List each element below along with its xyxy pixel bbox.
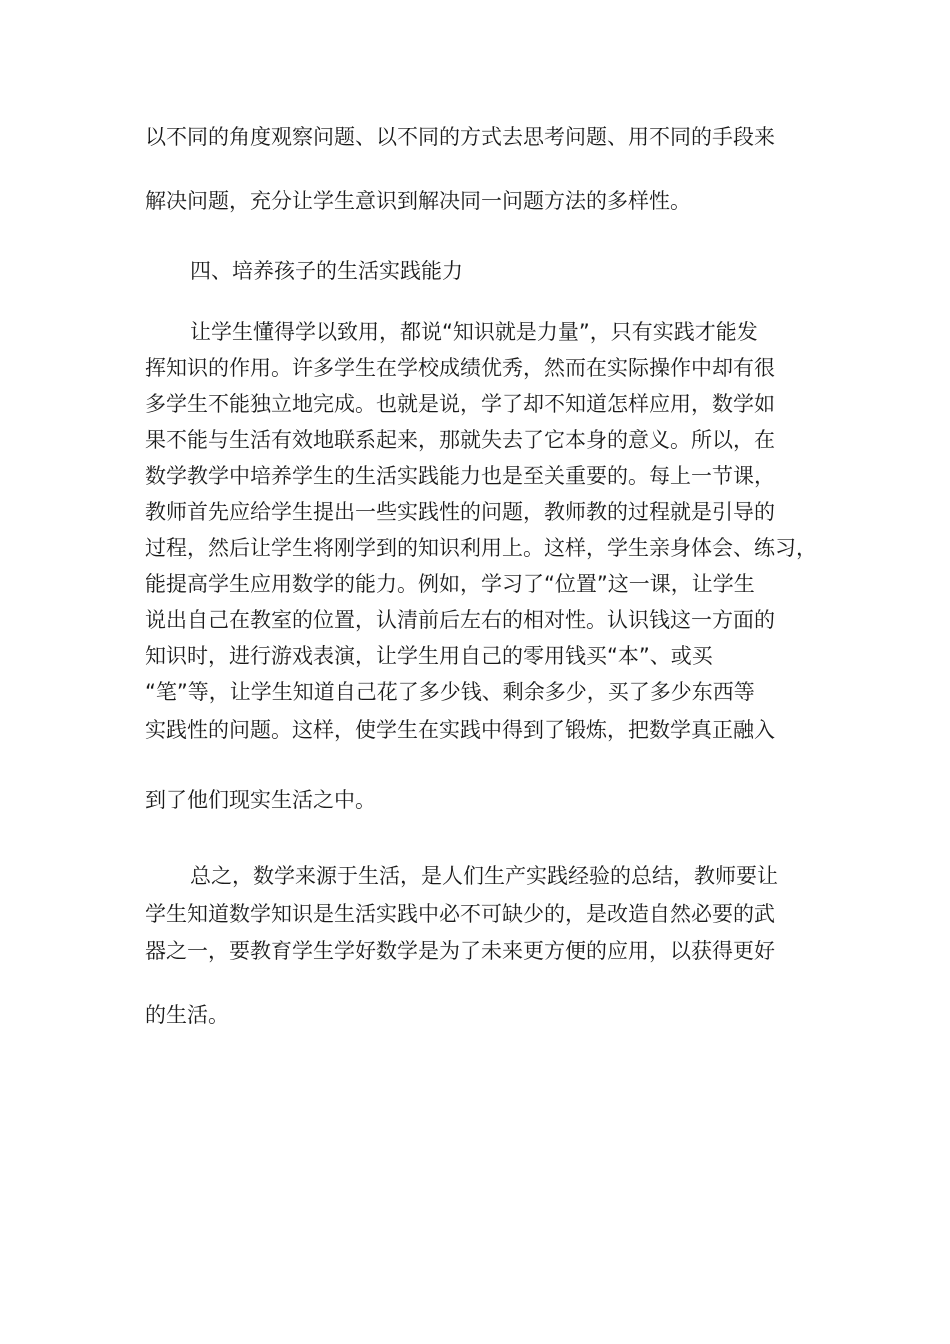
text-line-7: 果不能与生活有效地联系起来，那就失去了它本身的意义。所以，在 — [145, 428, 775, 452]
text-line-16: 到了他们现实生活之中。 — [145, 788, 376, 812]
text-line-12: 说出自己在教室的位置，认清前后左右的相对性。认识钱这一方面的 — [145, 608, 775, 632]
text-line-17: 总之，数学来源于生活，是人们生产实践经验的总结，教师要让 — [190, 864, 778, 888]
text-line-6: 多学生不能独立地完成。也就是说，学了却不知道怎样应用，数学如 — [145, 392, 775, 416]
text-line-1: 以不同的角度观察问题、以不同的方式去思考问题、用不同的手段来 — [145, 125, 775, 149]
text-line-20: 的生活。 — [145, 1003, 229, 1027]
text-line-2: 解决问题，充分让学生意识到解决同一问题方法的多样性。 — [145, 189, 691, 213]
text-line-18: 学生知道数学知识是生活实践中必不可缺少的，是改造自然必要的武 — [145, 902, 775, 926]
text-line-9: 教师首先应给学生提出一些实践性的问题，教师教的过程就是引导的 — [145, 500, 775, 524]
section-heading: 四、培养孩子的生活实践能力 — [190, 259, 463, 283]
text-line-19: 器之一，要教育学生学好数学是为了未来更方便的应用，以获得更好 — [145, 939, 775, 963]
text-line-14: “笔”等，让学生知道自己花了多少钱、剩余多少，买了多少东西等 — [145, 680, 755, 704]
text-line-10: 过程，然后让学生将刚学到的知识利用上。这样，学生亲身体会、练习， — [145, 536, 817, 560]
text-line-8: 数学教学中培养学生的生活实践能力也是至关重要的。每上一节课， — [145, 464, 775, 488]
text-line-11: 能提高学生应用数学的能力。例如，学习了“位置”这一课，让学生 — [145, 572, 755, 596]
text-line-15: 实践性的问题。这样，使学生在实践中得到了锻炼，把数学真正融入 — [145, 718, 775, 742]
text-line-13: 知识时，进行游戏表演，让学生用自己的零用钱买“本”、或买 — [145, 644, 713, 668]
text-line-5: 挥知识的作用。许多学生在学校成绩优秀，然而在实际操作中却有很 — [145, 356, 775, 380]
text-line-4: 让学生懂得学以致用，都说“知识就是力量”，只有实践才能发 — [190, 320, 758, 344]
